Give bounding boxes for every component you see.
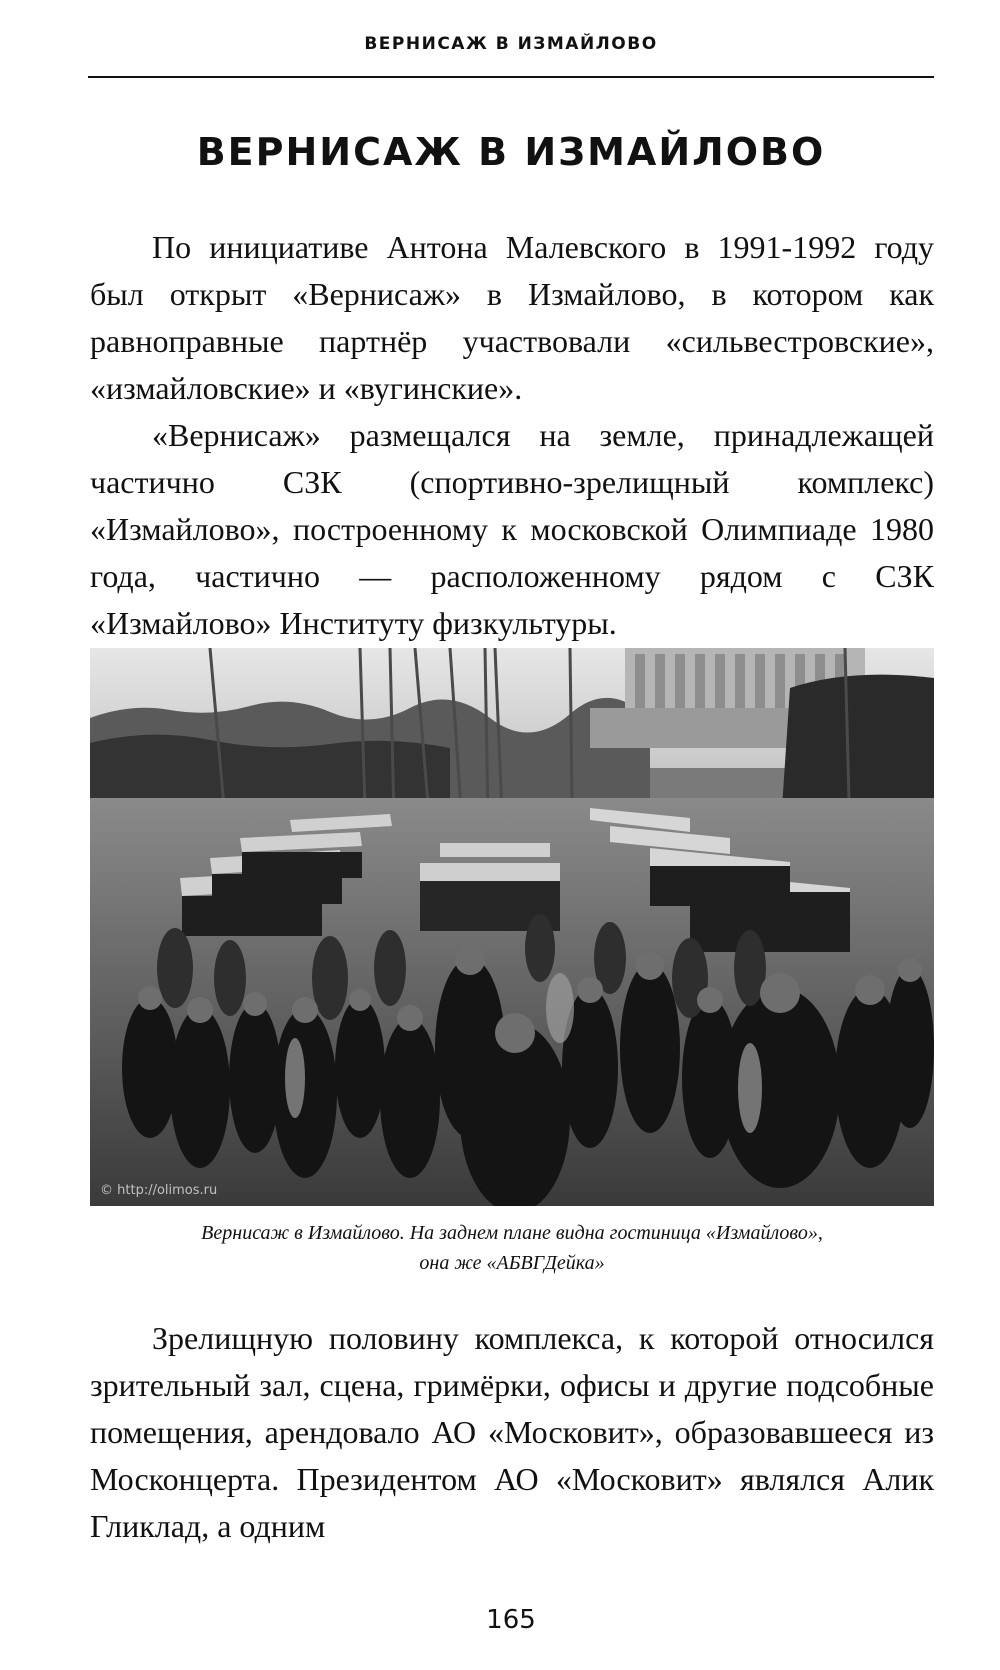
paragraph-3: Зрелищную половину комплекса, к которой относился зрительный зал, сцена, гримёрки, офисы и другие подсобные помещения, арендовало АО «Московит», образовавшееся из Москонцерта. Президентом АО «Московит» являлся Алик Гликлад, а одним: [90, 1320, 934, 1544]
paragraph-1: По инициативе Антона Малевского в 1991-1992 году был открыт «Вернисаж» в Измайлово, в котором как равноправные партнёр участвовали «сильвестровские», «измайловские» и «вугинские».: [90, 229, 934, 406]
photo-caption: [90, 1218, 934, 1278]
caption-line-2: она же «АБВГДейка»: [419, 1252, 605, 1274]
body-text-top: [90, 224, 934, 647]
running-header: ВЕРНИСАЖ В ИЗМАЙЛОВО: [364, 34, 658, 54]
market-photo-illustration: [90, 648, 934, 1206]
paragraph-2: «Вернисаж» размещался на земле, принадлежащей частично СЗК (спортивно-зрелищный комплекс) «Измайлово», построенному к московской Олимпиаде 1980 года, частично — расположенному рядом с СЗК «Измайлово» Институту физкультуры.: [90, 417, 934, 641]
body-text-bottom: [90, 1315, 934, 1550]
header-rule: [88, 76, 934, 78]
caption-line-1: Вернисаж в Измайлово. На заднем плане видна гостиница «Измайлово»,: [201, 1222, 823, 1244]
chapter-title: ВЕРНИСАЖ В ИЗМАЙЛОВО: [196, 130, 826, 174]
market-photo: [90, 648, 934, 1206]
page-number: 165: [486, 1605, 536, 1635]
photo-watermark: © http://olimos.ru: [100, 1183, 218, 1198]
